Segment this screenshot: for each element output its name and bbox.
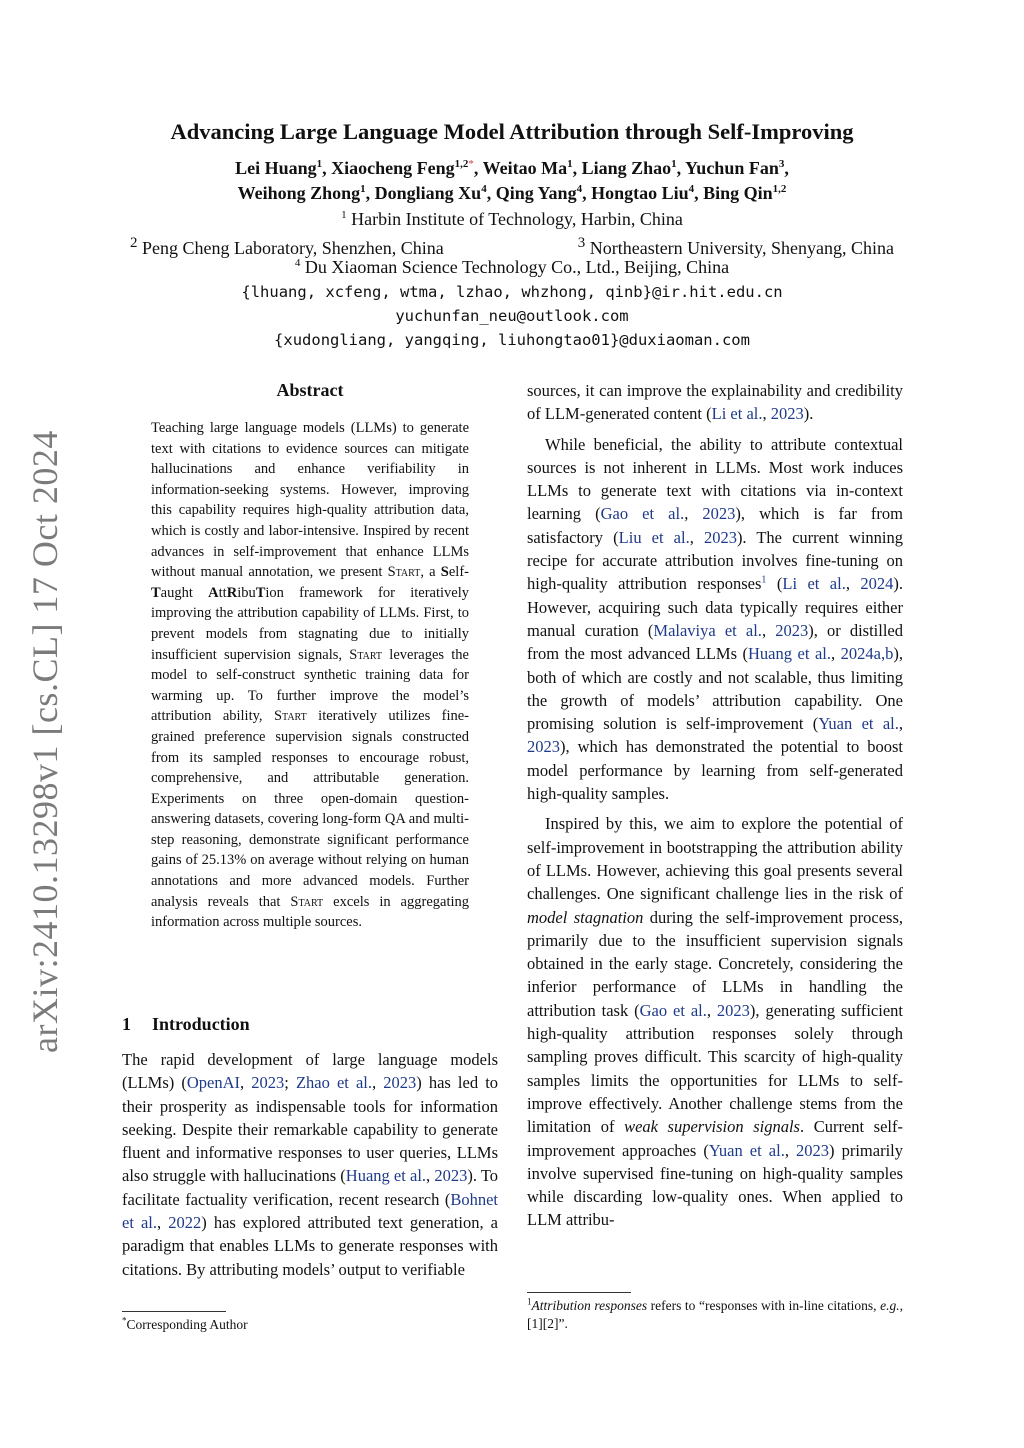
affiliation-4: $^4$ Du Xiaoman Science Technology Co., Ltd., Beijing, China bbox=[294, 257, 730, 277]
section-number: 1 bbox=[122, 1014, 131, 1034]
paragraph-challenges: Inspired by this, we aim to explore the potential of self-improvement in bootstrapping the attribution ability of LLMs. However, achieving this goal presents several challenges. One significant challenge lies in the risk of model stagnation during the self-improvement process, primarily due to the insufficient supervision signals obtained in the early stage. Concretely, considering the inferior performance of LLMs in handling the attribution task (Gao et al., 2023), generating sufficient high-quality attribution responses solely through sampling proves difficult. This scarcity of high-quality samples limits the opportunities for LLMs to self-improve effectively. Another challenge stems from the limitation of weak supervision signals. Current self-improvement approaches (Yuan et al., 2023) primarily involve supervised fine-tuning on high-quality samples while discarding low-quality ones. When applied to LLM attribu- bbox=[527, 814, 903, 1230]
paragraph-attribution-ability: While beneficial, the ability to attribute contextual sources is not inherent in LLMs. Most work induces LLMs to generate text with citations via in-context learning (Gao et al., 2023), which is far from satisfactory (Liu et al., 2023). The current winning recipe for accurate attribution involves fine-tuning on high-quality attribution responses$^1$ (Li et al., 2024). However, acquiring such data typically requires either manual curation (Malaviya et al., 2023), or distilled from the most advanced LLMs (Huang et al., 2024a,b), both of which are costly and not scalable, thus limiting the growth of models’ attribution capability. One promising solution is self-improvement (Yuan et al., 2023), which has demonstrated the potential to boost model performance by learning from self-generated high-quality samples. bbox=[527, 434, 904, 804]
footnote-rule-right bbox=[527, 1292, 631, 1293]
arxiv-identifier: arXiv:2410.13298v1 [cs.CL] 17 Oct 2024 bbox=[25, 430, 65, 1053]
abstract-heading: Abstract bbox=[276, 380, 344, 400]
footnote-rule-left bbox=[122, 1311, 226, 1312]
introduction-left-column: The rapid development of large language models (LLMs) (OpenAI, 2023; Zhao et al., 2023) has led to their prosperity as indispensable tools for information seeking. Despite their remarkable capability to generate fluent and informative responses to user queries, LLMs also struggle with hallucinations (Huang et al., 2023). To facilitate factuality verification, recent research (Bohnet et al., 2022) has explored attributed text generation, a paradigm that enables LLMs to generate responses with citations. By attributing models’ output to verifiable bbox=[122, 1050, 499, 1279]
affiliation-3: $^3$ Northeastern University, Shenyang, China bbox=[577, 235, 894, 258]
affiliation-1: $^1$ Harbin Institute of Technology, Harbin, China bbox=[341, 209, 683, 229]
section-heading-introduction bbox=[122, 1012, 502, 1036]
email-hit: {lhuang, xcfeng, wtma, lzhao, whzhong, qinb}@ir.hit.edu.cn bbox=[241, 283, 783, 301]
abstract-body: Teaching large language models (LLMs) to generate text with citations to evidence sources can mitigate hallucinations and enhance verifiability in information-seeking systems. However, improving this capability requires high-quality attribution data, which is costly and labor-intensive. Inspired by recent advances in self-improvement that enhance LLMs without manual annotation, we present Start, a Self-Taught AttRibuTion framework for iteratively improving the attribution capability of LLMs. First, to prevent models from stagnating due to initially insufficient supervision signals, Start leverages the model to self-construct synthetic training data for warming up. To further improve the model’s attribution ability, Start iteratively utilizes fine-grained preference supervision signals constructed from its sampled responses to encourage robust, comprehensive, and attributable generation. Experiments on three open-domain question-answering datasets, covering long-form QA and multi-step reasoning, demonstrate significant performance gains of 25.13% on average without relying on human annotations and more advanced models. Further analysis reveals that Start excels in aggregating information across multiple sources. bbox=[151, 420, 470, 931]
email-duxiaoman: {xudongliang, yangqing, liuhongtao01}@duxiaoman.com bbox=[274, 331, 750, 349]
footnote-attribution-responses: $^1$Attribution responses refers to “responses with in-line citations, e.g., [1][2]”. bbox=[527, 1296, 903, 1331]
paragraph-continuation: sources, it can improve the explainability and credibility of LLM-generated content (Li et al., 2023). bbox=[527, 381, 903, 424]
section-title: Introduction bbox=[152, 1014, 250, 1034]
author-line-1: Lei Huang$^1$, Xiaocheng Feng$^{1,2*}$, Weitao Ma$^1$, Liang Zhao$^1$, Yuchun Fan$^3$, bbox=[235, 158, 789, 178]
introduction-right-column bbox=[527, 379, 903, 1232]
affiliation-2: $^2$ Peng Cheng Laboratory, Shenzhen, China bbox=[130, 235, 444, 258]
paper-title: Advancing Large Language Model Attribution through Self-Improving bbox=[170, 119, 854, 144]
email-neu: yuchunfan_neu@outlook.com bbox=[395, 307, 629, 325]
author-line-2: Weihong Zhong$^1$, Dongliang Xu$^4$, Qing Yang$^4$, Hongtao Liu$^4$, Bing Qin$^{1,2}$ bbox=[237, 183, 787, 203]
footnote-corresponding-author: *Corresponding Author bbox=[122, 1315, 248, 1332]
author-list bbox=[100, 156, 924, 206]
